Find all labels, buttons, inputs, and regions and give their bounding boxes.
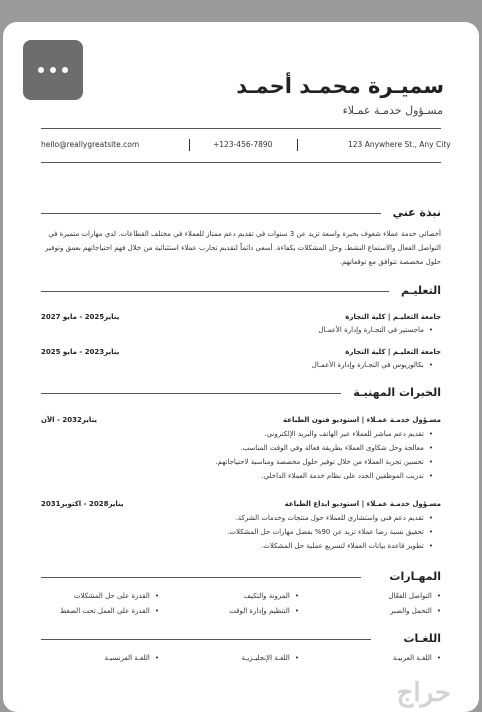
languages-title: اللغـات xyxy=(403,632,441,645)
about-text: أخصائي خدمة عملاء شغوف بخبرة واسعة تزيد عن 3 سنوات في تقديم دعم ممتاز للعملاء في مختلف القطاعات. لدي مهارات متميزة في التواصل الفعال والاستماع النشط، وحل المشكلات بكفاءة. أسعى دائماً لتقديم تجارب عملاء استثنائية من خلال فهم احتياجاتهم بعمق وتوفير حلول مخصصة تتوافق مع توقعاتهم. xyxy=(45,230,441,266)
dot-icon xyxy=(50,67,56,73)
experience-date: يناير2032 - الآن xyxy=(41,416,97,424)
skills-line xyxy=(41,577,361,578)
experience-bullet: • تدريب الموظفين الجدد على نظام خدمة العملاء الداخلي. xyxy=(261,472,433,480)
skills-title: المهـارات xyxy=(389,570,441,583)
dot-icon xyxy=(38,67,44,73)
skill-item: • التواصل الفعّال xyxy=(388,592,441,600)
dot-icon xyxy=(62,67,68,73)
contact-email: hello@reallygreatsite.com xyxy=(41,140,140,149)
skill-item: • القدرة على العمل تحت الضغط xyxy=(60,607,159,615)
contact-divider xyxy=(41,162,441,163)
skill-item: • التحمل والصبر xyxy=(390,607,441,615)
about-line xyxy=(41,213,381,214)
experience-line xyxy=(41,393,341,394)
education-line xyxy=(41,291,389,292)
contact-address: 123 Anywhere St., Any City xyxy=(348,140,451,149)
more-options-button[interactable] xyxy=(23,40,83,100)
experience-bullet: • تقديم دعم مباشر للعملاء عبر الهاتف والبريد الإلكتروني. xyxy=(264,430,433,438)
education-school: جامعة التعليـم | كلية التجارة xyxy=(345,348,441,356)
header-divider xyxy=(41,128,441,129)
job-title: مسـؤول خدمـة عمـلاء xyxy=(342,104,443,117)
contact-separator xyxy=(189,139,190,151)
education-title: التعليـم xyxy=(401,284,441,297)
experience-bullet: • تقديم دعم فني واستشاري للعملاء حول منتجات وخدمات الشركة. xyxy=(236,514,433,522)
contact-separator xyxy=(297,139,298,151)
experience-date: يناير2028 - اكتوبر2031 xyxy=(41,500,124,508)
person-name: سميـرة محمـد أحمـد xyxy=(236,74,444,98)
language-item: • اللغـة الإنجليـزيـة xyxy=(242,654,299,662)
experience-role: مسـؤول خدمـة عمـلاء | استوديو ابداع الطباعة xyxy=(284,500,441,508)
about-title: نبذة عني xyxy=(392,206,441,219)
experience-title: الخبرات المهنيـة xyxy=(353,386,441,399)
resume-page xyxy=(3,22,479,712)
watermark-logo: حراج xyxy=(396,678,451,708)
skill-item: • القدرة على حل المشكلات xyxy=(74,592,159,600)
language-item: • اللغـة العربيـة xyxy=(393,654,441,662)
education-date: يناير2023 - مايو 2025 xyxy=(41,348,120,356)
language-item: • اللغـة الفرنسيـة xyxy=(104,654,159,662)
experience-bullet: • تحسين تجربة العملاء من خلال توفير حلول مخصصة ومناسبة لاحتياجاتهم. xyxy=(215,458,433,466)
education-degree: • ماجستير في التجـارة وإدارة الأعمـال xyxy=(318,326,433,334)
education-degree: • بكالوريوس في التجـارة وإدارة الأعمـال xyxy=(312,361,433,369)
contact-phone: +123-456-7890 xyxy=(213,140,273,149)
experience-bullet: • تطوير قاعدة بيانات العملاء لتسريع عملية حل المشكلات. xyxy=(261,542,433,550)
skill-item: • المرونة والتكيف xyxy=(244,592,299,600)
experience-bullet: • تحقيق نسبة رضا عملاء تزيد عن 90% بفضل مهارات حل المشكلات. xyxy=(227,528,433,536)
skill-item: • التنظيم وإدارة الوقت xyxy=(229,607,299,615)
education-school: جامعة التعليـم | كلية التجارة xyxy=(345,313,441,321)
education-date: يناير2025 - مايو 2027 xyxy=(41,313,120,321)
languages-line xyxy=(41,639,371,640)
experience-role: مسـؤول خدمـة عمـلاء | استوديو فنون الطباعة xyxy=(283,416,441,424)
experience-bullet: • معالجة وحل شكاوى العملاء بطريقة فعالة وفي الوقت المناسب. xyxy=(240,444,433,452)
